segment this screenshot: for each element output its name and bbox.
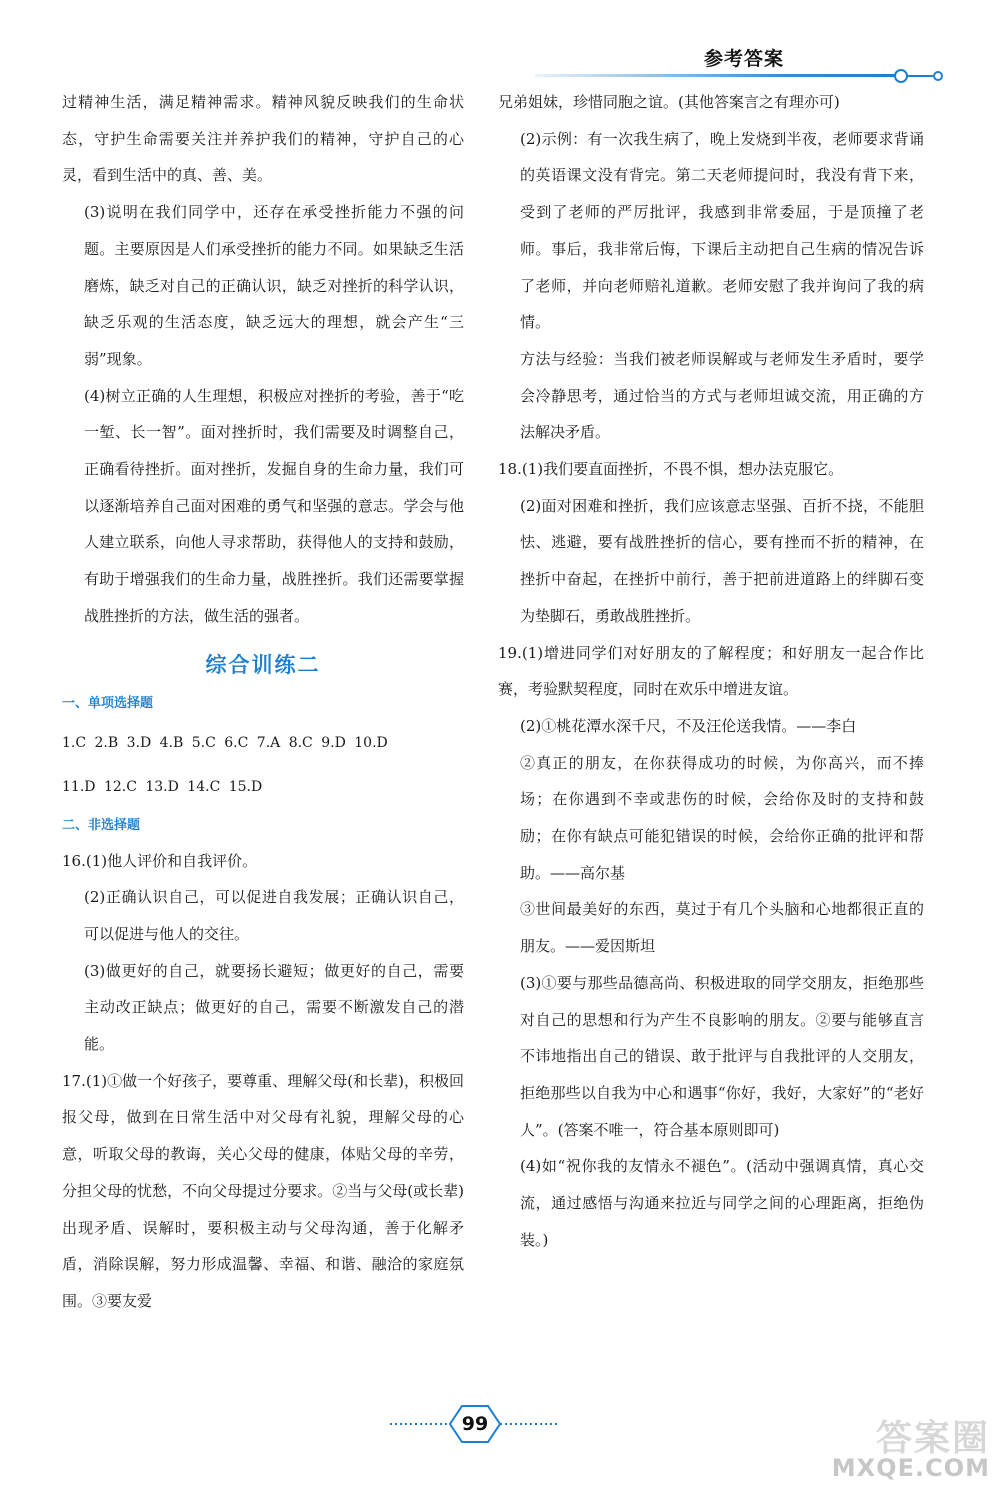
answer-q16-2: (2)正确认识自己，可以促进自我发展；正确认识自己，可以促进与他人的交往。 (84, 888, 464, 943)
watermark-logo: 答案圈 (875, 1418, 990, 1459)
subheading-single-choice: 一、单项选择题 (62, 695, 154, 711)
header-rule (535, 66, 945, 86)
answer-q19-3: ②真正的朋友，在你获得成功的时候，为你高兴，而不捧场；在你遇到不幸或悲伤的时候，会给你及时的支持和鼓励；在你有缺点可能犯错误的时候，会给你正确的批评和帮助。——高尔基 (520, 753, 924, 882)
answer-q18-2: (2)面对困难和挫折，我们应该意志坚强、百折不挠，不能胆怯、逃避，要有战胜挫折的信心，要有挫而不折的精神，在挫折中奋起，在挫折中前行，善于把前进道路上的绊脚石变为垫脚石，勇敢战胜挫折。 (520, 496, 924, 625)
answer-q17: 17.(1)①做一个好孩子，要尊重、理解父母(和长辈)，积极回报父母，做到在日常生活中对父母有礼貌，理解父母的心意，听取父母的教诲，关心父母的健康，体贴父母的辛劳，分担父母的忧愁，不向父母提过分要求。②当与父母(或长辈)出现矛盾、误解时，要积极主动与父母沟通，善于化解矛盾，消除误解，努力形成温馨、幸福、和谐、融洽的家庭氛围。③要友爱 (62, 1071, 464, 1310)
answer-q18-1: 18.(1)我们要直面挫折，不畏不惧，想办法克服它。 (498, 460, 844, 479)
answer-q16-1: 16.(1)他人评价和自我评价。 (62, 851, 258, 870)
watermark-url: MXQE.COM (831, 1454, 990, 1482)
answers-row-2: 11.D 12.C 13.D 14.C 15.D (62, 778, 263, 795)
answer-q3: (3)说明在我们同学中，还存在承受挫折能力不强的问题。主要原因是人们承受挫折的能力不同。如果缺乏生活磨炼，缺乏对自己的正确认识，缺乏对挫折的科学认识，缺乏乐观的生活态度，缺乏远大的理想，就会产生“三弱”现象。 (84, 203, 464, 368)
paragraph-continued-right: 兄弟姐妹，珍惜同胞之谊。(其他答案言之有理亦可) (498, 93, 840, 111)
page-number: 99 (461, 1413, 489, 1435)
section-title: 综合训练二 (205, 652, 321, 677)
header-title: 参考答案 (704, 48, 785, 70)
watermark (800, 1410, 990, 1488)
left-column (62, 84, 464, 1320)
paragraph-continued: 过精神生活，满足精神需求。精神风貌反映我们的生命状态，守护生命需要关注并养护我们的精神，守护自己的心灵，看到生活中的真、善、美。 (62, 93, 464, 185)
answer-q4: (4)树立正确的人生理想，积极应对挫折的考验，善于“吃一堑、长一智”。面对挫折时，我们需要及时调整自己，正确看待挫折。面对挫折，发掘自身的生命力量，我们可以逐渐培养自己面对困难的勇气和坚强的意志。学会与他人建立联系，向他人寻求帮助，获得他人的支持和鼓励，有助于增强我们的生命力量，战胜挫折。我们还需要掌握战胜挫折的方法，做生活的强者。 (84, 386, 464, 625)
answer-q17-2: (2)示例：有一次我生病了，晚上发烧到半夜，老师要求背诵的英语课文没有背完。第二天老师提问时，我没有背下来，受到了老师的严厉批评，我感到非常委屈，于是顶撞了老师。事后，我非常后悔，下课后主动把自己生病的情况告诉了老师，并向老师赔礼道歉。老师安慰了我并询问了我的病情。 (520, 129, 924, 332)
answer-q17-method: 方法与经验：当我们被老师误解或与老师发生矛盾时，要学会冷静思考，通过恰当的方式与老师坦诚交流，用正确的方法解决矛盾。 (520, 349, 924, 442)
page-footer (390, 1398, 560, 1450)
answer-q19-4: ③世间最美好的东西，莫过于有几个头脑和心地都很正直的朋友。——爱因斯坦 (520, 900, 924, 956)
subheading-non-choice: 二、非选择题 (62, 817, 141, 833)
answer-q16-3: (3)做更好的自己，就要扬长避短；做更好的自己，需要主动改正缺点；做更好的自己，需要不断激发自己的潜能。 (84, 961, 464, 1054)
answer-q19-1: 19.(1)增进同学们对好朋友的了解程度；和好朋友一起合作比赛，考验默契程度，同时在欢乐中增进友谊。 (498, 643, 924, 699)
answer-q19-6: (4)如“祝你我的友情永不褪色”。(活动中强调真情，真心交流，通过感悟与沟通来拉近与同学之间的心理距离，拒绝伪装。) (520, 1157, 924, 1249)
answers-row-1: 1.C 2.B 3.D 4.B 5.C 6.C 7.A 8.C 9.D 10.D (62, 734, 388, 751)
answer-q19-5: (3)①要与那些品德高尚、积极进取的同学交朋友，拒绝那些对自己的思想和行为产生不良影响的朋友。②要与能够直言不讳地指出自己的错误、敢于批评与自我批评的人交朋友，拒绝那些以自我为中心和遇事“你好，我好，大家好”的“老好人”。(答案不唯一，符合基本原则即可) (520, 973, 924, 1139)
answer-q19-2: (2)①桃花潭水深千尺，不及汪伦送我情。——李白 (520, 716, 857, 735)
right-column (498, 84, 924, 1259)
